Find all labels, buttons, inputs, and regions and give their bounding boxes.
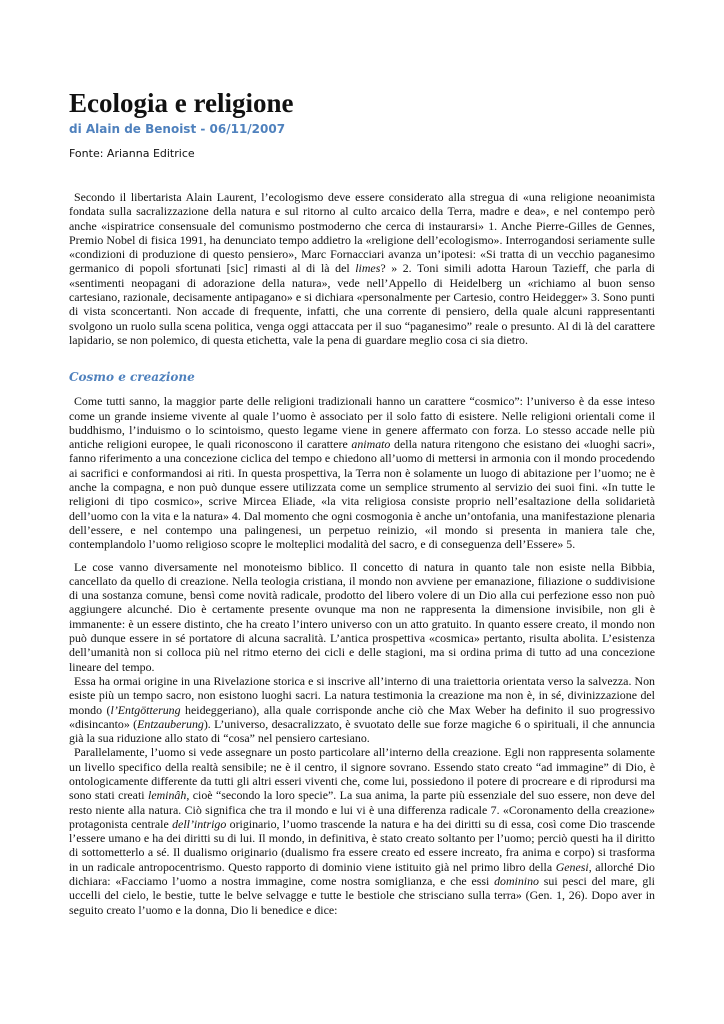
text-segment: originario, l’uomo trascende la natura e ha dei diritti su di essa, così come Dio trascende l’essere umano e ha dei diritti su di lui. Il mondo, in definitiva, è stato creato soltanto per l’uomo; perciò questi ha il diritto di sottometterlo a sé. Il dualismo originario (dualismo fra essere creato ed essere increato, fra anima e corpo) si trasforma in un radicale antropocentrismo. Questo rapporto di dominio viene istituito già nel primo libro della — [69, 816, 655, 874]
italic-term: leminâh, — [148, 788, 190, 803]
italic-term: dell’intrigo — [172, 816, 227, 831]
section-heading: Cosmo e creazione — [69, 370, 195, 385]
text-segment: sui pesci del mare, gli uccelli del cielo, le bestie, tutte le belve selvagge e tutte le bestiole che strisciano sulla terra» (Gen. 1, 26). Dopo aver in seguito creato l’uomo e la donna, Dio li benedice e dice: — [69, 874, 655, 917]
article-body — [69, 190, 655, 917]
text-segment: Essa ha ormai origine in una Rivelazione storica e si inscrive all’interno di una traiettoria orientata verso la salvezza. Non esiste più un tempo sacro, non esistono luoghi sacri. La natura testimonia la creazione ma non è, in sé, divinizzazione del mondo ( — [69, 673, 655, 717]
text-segment: della natura ritengono che esistano dei «luoghi sacri», fanno riferimento a una concezione ciclica del tempo e chiedono all’uomo di mettersi in armonia con il mondo procedendo ai sacrifici e conformandosi ai riti. In questa prospettiva, la Terra non è solamente un luogo di abitazione per l’uomo; ne è anche la compagna, e non può dunque essere utilizzata come un semplice strumento al servizio dei suoi fini. «In tutte le religioni di tipo cosmico», scrive Mircea Eliade, «la vita religiosa consiste proprio nell’esaltazione della solidarietà dell’uomo con la vita e la natura» 4. Dal momento che ogni cosmogonia è anche un’ontofania, una manifestazione plenaria dell’essere, e nel contempo una palingenesi, un perpetuo reinizio, «il mondo si presenta in maniera tale che, contemplandolo l’uomo religioso scopre le molteplici modalità del sacro, e di conseguenza dell’Essere» 5. — [69, 437, 655, 552]
text-segment: ). L’universo, desacralizzato, è svuotato delle sue forze magiche 6 o spirituali, il che annuncia già la sua riduzione allo stato di “cosa” nel pensiero cartesiano. — [69, 716, 656, 746]
text-segment: ? » 2. Toni simili adotta Haroun Tazieff, che parla di «sentimenti neopagani di adorazione della natura», vede nell’Appello di Heidelberg un «richiamo al buon senso cartesiano, razionale, decisamente antipagano» e si dichiara «personalmente per Cartesio, contro Heidegger» 3. Sono punti di vista sconcertanti. Non accade di frequente, infatti, che una corrente di pensiero, della quale alcuni rappresentanti svolgono un ruolo sulla scena politica, venga oggi attaccata per il suo “paganesimo” reale o presunto. Al di là del carattere lapidario, se non polemico, di questa etichetta, vale la pena di guardare meglio cosa ci sia dietro. — [69, 261, 655, 347]
article-byline: di Alain de Benoist - 06/11/2007 — [69, 122, 286, 136]
italic-term: Genesi — [555, 859, 589, 874]
italic-term: dominino — [494, 874, 539, 889]
italic-term: l’Entgötterung — [110, 702, 181, 717]
article-title: Ecologia e religione — [69, 88, 294, 118]
paragraph — [69, 394, 655, 551]
text-segment: Parallelamente, l’uomo si vede assegnare un posto particolare all’interno della creazione. Egli non rappresenta solamente un livello specifico della realtà sensibile; ne è il centro, il signore sovrano. Essendo stato creato “ad immagine” di Dio, è ontologicamente differente da tutti gli altri esseri viventi che, come lui, possiedono il potere di procreare e di riprodursi ma sono stati creati — [69, 745, 655, 803]
paragraph — [69, 674, 655, 745]
italic-term: animato — [351, 437, 391, 452]
text-segment: Secondo il libertarista Alain Laurent, l’ecologismo deve essere considerato alla stregua di «una religione neoanimista fondata sulla sacralizzazione della natura e sul ritorno al culto arcaico della Terra, madre e dea», e nel contempo però anche «ispiratrice consensuale del comunismo postmoderno che cerca di instaurarsi» 1. Anche Pierre-Gilles de Gennes, Premio Nobel di fisica 1991, ha denunciato tempo addietro la «religione dell’ecologismo». Interrogandosi seriamente sulle «condizioni di produzione di questo pensiero», Marc Fornacciari avanza un’ipotesi: «Si tratta di un vecchio paganesimo germanico di popoli sfortunati [sic] rimasti al di là del — [69, 190, 655, 276]
text-segment: , allorché Dio dichiara: «Facciamo l’uomo a nostra immagine, come nostra somiglianza, e che essi — [69, 859, 655, 889]
text-segment: cioè “secondo la loro specie”. La sua anima, la parte più essenziale del suo essere, non deve del resto niente alla natura. Ciò significa che tra il mondo e lui vi è una differenza radicale 7. «Coronamento della creazione» protagonista centrale — [69, 788, 655, 831]
text-segment: heideggeriano), alla quale corrisponde anche ciò che Max Weber ha definito il suo progressivo «disincanto» ( — [69, 702, 655, 731]
intro-paragraph — [69, 190, 655, 347]
italic-term: limes — [355, 261, 381, 276]
paragraph: Le cose vanno diversamente nel monoteismo biblico. Il concetto di natura in quanto tale non esiste nella Bibbia, cancellato da quello di creazione. Nella teologia cristiana, il mondo non avviene per emanazione, filiazione o suddivisione di una sostanza comune, bensì come novità radicale, prodotto del libero volere di un Dio alla cui perfezione esso non può aggiungere alcunché. Dio è certamente presente ovunque ma non ne rappresenta la dimensione invisibile, non gli è immanente: è un essere distinto, che ha creato l’intero universo con un atto gratuito. In quanto essere creato, il mondo non può dunque essere in sé portatore di alcuna sacralità. L’antica prospettiva «cosmica» pertanto, risulta abolita. L’esistenza dell’umanità non si colloca più nel ritmo eterno dei cicli e delle stagioni, ma si ordina prima di tutto ad una concezione lineare del tempo. — [69, 559, 655, 674]
article-source: Fonte: Arianna Editrice — [69, 147, 195, 160]
text-segment: Come tutti sanno, la maggior parte delle religioni tradizionali hanno un carattere “cosmico”: l’universo è da esse inteso come un grande insieme vivente al quale l’uomo è associato per il solo fatto di esistere. Nelle religioni orientali come il buddhismo, l’induismo o lo scintoismo, questo legame viene in genere affermato con forza. Lo stesso accade nelle più antiche religioni europee, le quali riconoscono il carattere — [69, 394, 655, 452]
italic-term: Entzauberung — [137, 716, 204, 731]
paragraph — [69, 745, 655, 917]
